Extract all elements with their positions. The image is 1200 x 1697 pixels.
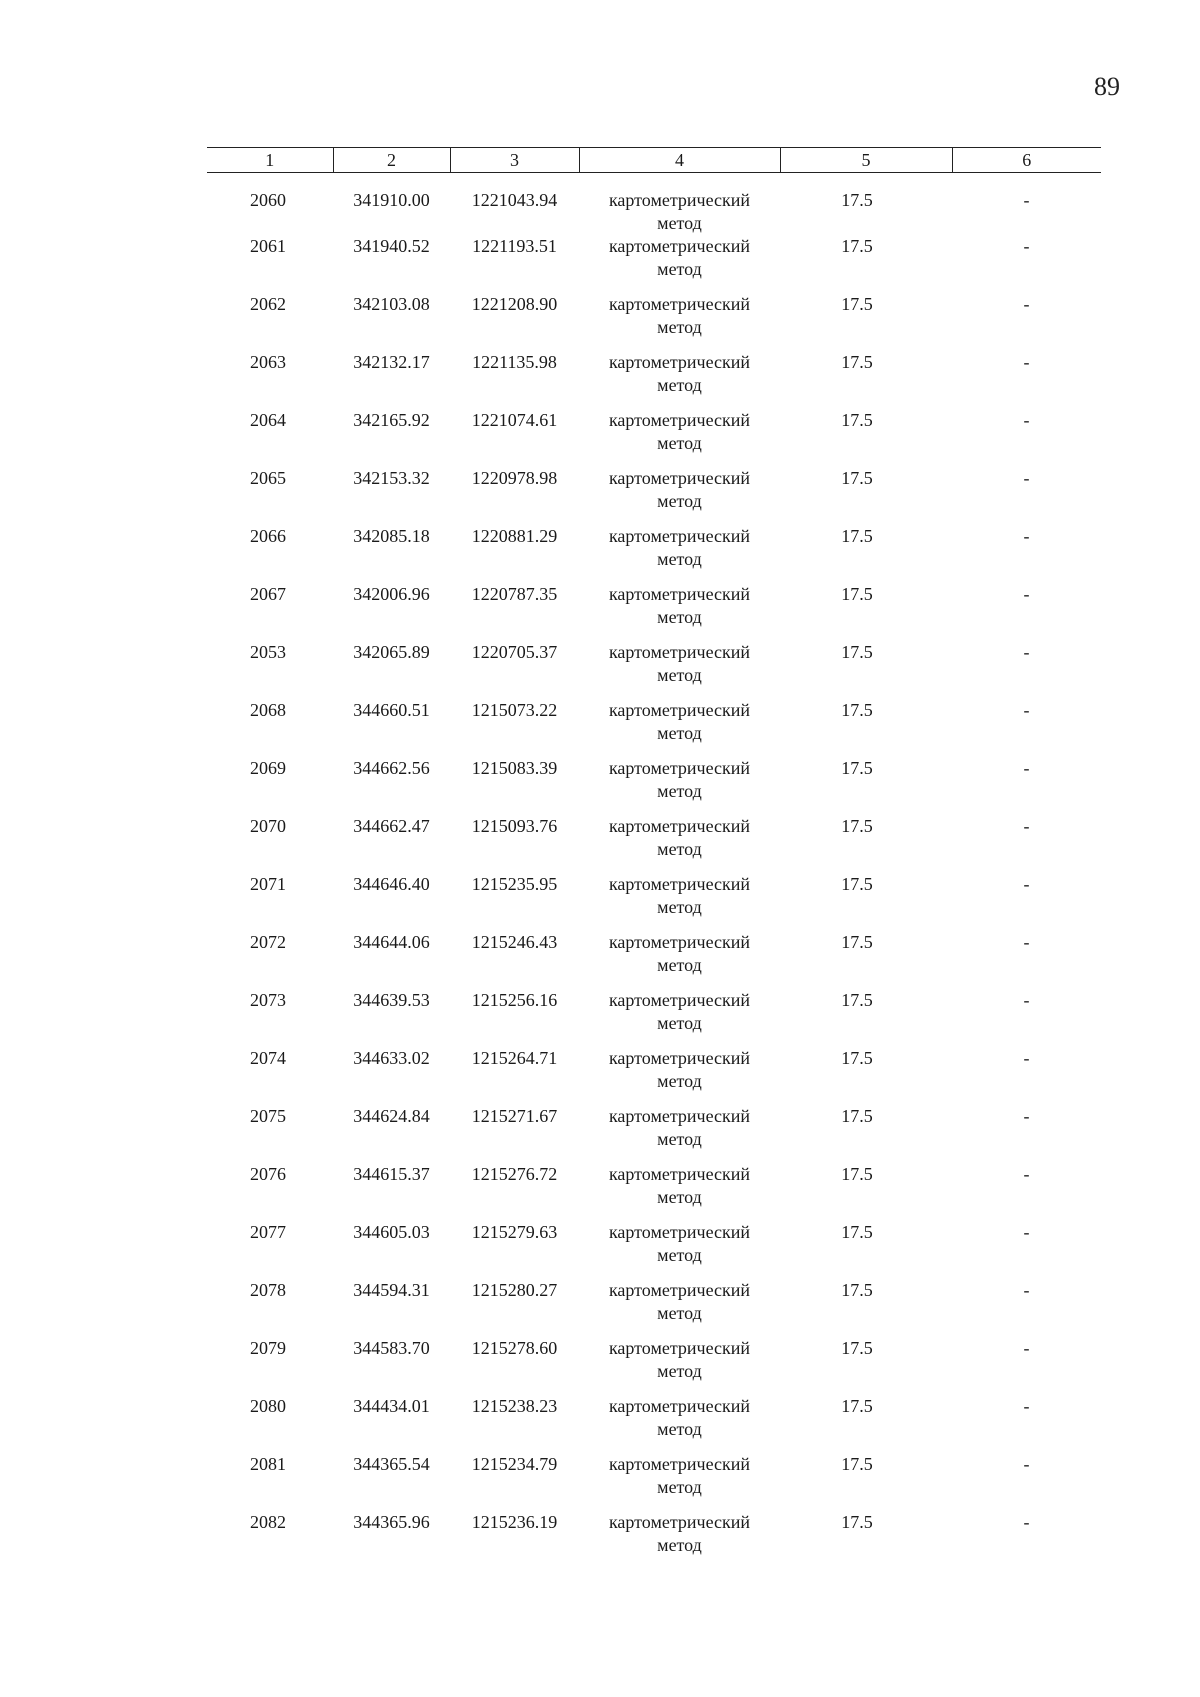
cell-coordinate-y: 1215093.76: [471, 816, 558, 836]
cell-accuracy: 17.5: [841, 1106, 873, 1126]
cell-method: [579, 1453, 780, 1511]
method-line-1: картометрический: [608, 526, 751, 546]
cell-coordinate-y: 1215276.72: [471, 1164, 558, 1184]
method-line-2: метод: [657, 665, 702, 685]
cell-point-number: 2061: [250, 236, 286, 256]
table-row: [207, 1105, 1101, 1163]
table-row: [207, 525, 1101, 583]
cell-accuracy: 17.5: [841, 526, 873, 546]
cell-coordinate-y: 1220705.37: [471, 642, 558, 662]
method-line-2: метод: [657, 375, 702, 395]
method-line-2: метод: [657, 607, 702, 627]
method-line-1: картометрический: [608, 1222, 751, 1242]
cell-coordinate-x: 344624.84: [353, 1106, 430, 1126]
cell-note: -: [1023, 352, 1030, 372]
cell-method: [579, 467, 780, 525]
cell-coordinate-y: 1220881.29: [471, 526, 558, 546]
method-line-2: метод: [657, 491, 702, 511]
cell-coordinate-x: 342132.17: [353, 352, 430, 372]
cell-coordinate-x: 344365.96: [353, 1512, 430, 1532]
method-line-2: метод: [657, 1303, 702, 1323]
cell-note: -: [1023, 1164, 1030, 1184]
method-line-2: метод: [657, 781, 702, 801]
cell-coordinate-y: 1215279.63: [471, 1222, 558, 1242]
cell-note: -: [1023, 236, 1030, 256]
method-line-2: метод: [657, 955, 702, 975]
method-line-1: картометрический: [608, 352, 751, 372]
header-col-2: 2: [333, 148, 450, 173]
cell-coordinate-x: 344605.03: [353, 1222, 430, 1242]
method-line-2: метод: [657, 1245, 702, 1265]
table-row: [207, 1279, 1101, 1337]
cell-accuracy: 17.5: [841, 758, 873, 778]
cell-coordinate-y: 1215264.71: [471, 1048, 558, 1068]
method-line-1: картометрический: [608, 1512, 751, 1532]
cell-accuracy: 17.5: [841, 410, 873, 430]
cell-coordinate-x: 342085.18: [353, 526, 430, 546]
cell-point-number: 2070: [250, 816, 286, 836]
cell-note: -: [1023, 190, 1030, 210]
cell-coordinate-y: 1215235.95: [471, 874, 558, 894]
method-line-1: картометрический: [608, 816, 751, 836]
cell-coordinate-y: 1215278.60: [471, 1338, 558, 1358]
method-line-2: метод: [657, 1187, 702, 1207]
table-row: [207, 409, 1101, 467]
cell-coordinate-x: 344365.54: [353, 1454, 430, 1474]
cell-method: [579, 1047, 780, 1105]
method-line-2: метод: [657, 1129, 702, 1149]
cell-coordinate-y: 1215234.79: [471, 1454, 558, 1474]
cell-note: -: [1023, 410, 1030, 430]
cell-point-number: 2078: [250, 1280, 286, 1300]
cell-coordinate-x: 342103.08: [353, 294, 430, 314]
cell-coordinate-y: 1215073.22: [471, 700, 558, 720]
cell-accuracy: 17.5: [841, 294, 873, 314]
table-row: [207, 1453, 1101, 1511]
cell-method: [579, 1395, 780, 1453]
cell-point-number: 2066: [250, 526, 286, 546]
table-row: [207, 235, 1101, 293]
method-line-1: картометрический: [608, 1048, 751, 1068]
method-line-1: картометрический: [608, 468, 751, 488]
cell-coordinate-x: 344646.40: [353, 874, 430, 894]
table-row: [207, 1337, 1101, 1395]
method-line-1: картометрический: [608, 1106, 751, 1126]
cell-coordinate-x: 344639.53: [353, 990, 430, 1010]
cell-note: -: [1023, 1454, 1030, 1474]
cell-accuracy: 17.5: [841, 816, 873, 836]
cell-method: [579, 1221, 780, 1279]
cell-note: -: [1023, 1048, 1030, 1068]
table-row: [207, 583, 1101, 641]
method-line-1: картометрический: [608, 758, 751, 778]
cell-method: [579, 1511, 780, 1569]
table-row: [207, 1047, 1101, 1105]
cell-point-number: 2077: [250, 1222, 286, 1242]
table-body: [207, 173, 1101, 1570]
method-line-2: метод: [657, 1071, 702, 1091]
method-line-2: метод: [657, 1477, 702, 1497]
cell-note: -: [1023, 1106, 1030, 1126]
method-line-2: метод: [657, 839, 702, 859]
page-number: 89: [1094, 72, 1120, 101]
cell-coordinate-x: 344615.37: [353, 1164, 430, 1184]
cell-coordinate-y: 1215238.23: [471, 1396, 558, 1416]
cell-point-number: 2063: [250, 352, 286, 372]
method-line-2: метод: [657, 1419, 702, 1439]
header-col-1: 1: [207, 148, 333, 173]
table-row: [207, 351, 1101, 409]
cell-note: -: [1023, 1512, 1030, 1532]
cell-coordinate-x: 344662.47: [353, 816, 430, 836]
cell-accuracy: 17.5: [841, 190, 873, 210]
cell-method: [579, 1163, 780, 1221]
cell-coordinate-y: 1220787.35: [471, 584, 558, 604]
header-row: [207, 148, 1101, 173]
cell-coordinate-y: 1215236.19: [471, 1512, 558, 1532]
cell-point-number: 2068: [250, 700, 286, 720]
method-line-2: метод: [657, 213, 702, 233]
table-row: [207, 873, 1101, 931]
table-row: [207, 173, 1101, 236]
cell-point-number: 2080: [250, 1396, 286, 1416]
cell-point-number: 2053: [250, 642, 286, 662]
method-line-1: картометрический: [608, 1280, 751, 1300]
cell-coordinate-y: 1221135.98: [472, 352, 557, 372]
cell-accuracy: 17.5: [841, 468, 873, 488]
cell-method: [579, 699, 780, 757]
cell-coordinate-y: 1221043.94: [471, 190, 558, 210]
cell-point-number: 2072: [250, 932, 286, 952]
method-line-1: картометрический: [608, 1338, 751, 1358]
cell-method: [579, 815, 780, 873]
method-line-1: картометрический: [608, 1396, 751, 1416]
cell-method: [579, 931, 780, 989]
table-row: [207, 293, 1101, 351]
method-line-1: картометрический: [608, 584, 751, 604]
table-row: [207, 699, 1101, 757]
cell-coordinate-x: 344434.01: [353, 1396, 430, 1416]
cell-note: -: [1023, 468, 1030, 488]
method-line-1: картометрический: [608, 932, 751, 952]
header-col-5: 5: [780, 148, 952, 173]
table-row: [207, 1511, 1101, 1569]
cell-note: -: [1023, 990, 1030, 1010]
cell-point-number: 2074: [250, 1048, 286, 1068]
cell-point-number: 2065: [250, 468, 286, 488]
cell-method: [579, 873, 780, 931]
cell-point-number: 2081: [250, 1454, 286, 1474]
cell-method: [579, 1279, 780, 1337]
cell-method: [579, 173, 780, 236]
cell-coordinate-y: 1221074.61: [471, 410, 558, 430]
table-row: [207, 467, 1101, 525]
method-line-1: картометрический: [608, 1454, 751, 1474]
cell-coordinate-y: 1215083.39: [471, 758, 558, 778]
cell-note: -: [1023, 932, 1030, 952]
cell-method: [579, 351, 780, 409]
cell-accuracy: 17.5: [841, 932, 873, 952]
cell-note: -: [1023, 294, 1030, 314]
cell-method: [579, 293, 780, 351]
cell-coordinate-y: 1221208.90: [471, 294, 558, 314]
cell-accuracy: 17.5: [841, 874, 873, 894]
cell-accuracy: 17.5: [841, 1280, 873, 1300]
table-row: [207, 757, 1101, 815]
table-row: [207, 989, 1101, 1047]
cell-note: -: [1023, 700, 1030, 720]
cell-accuracy: 17.5: [841, 236, 873, 256]
method-line-1: картометрический: [608, 294, 751, 314]
cell-accuracy: 17.5: [841, 584, 873, 604]
table-row: [207, 1221, 1101, 1279]
cell-coordinate-x: 344660.51: [353, 700, 430, 720]
method-line-1: картометрический: [608, 410, 751, 430]
cell-note: -: [1023, 816, 1030, 836]
header-col-6: 6: [952, 148, 1101, 173]
cell-accuracy: 17.5: [841, 990, 873, 1010]
cell-method: [579, 1105, 780, 1163]
cell-method: [579, 583, 780, 641]
cell-note: -: [1023, 584, 1030, 604]
cell-method: [579, 641, 780, 699]
method-line-2: метод: [657, 723, 702, 743]
method-line-1: картометрический: [608, 700, 751, 720]
method-line-2: метод: [657, 897, 702, 917]
cell-coordinate-x: 341940.52: [353, 236, 430, 256]
method-line-2: метод: [657, 259, 702, 279]
cell-coordinate-x: 341910.00: [353, 190, 430, 210]
cell-coordinate-x: 344594.31: [353, 1280, 430, 1300]
method-line-2: метод: [657, 549, 702, 569]
method-line-2: метод: [657, 1013, 702, 1033]
cell-accuracy: 17.5: [841, 700, 873, 720]
method-line-1: картометрический: [608, 874, 751, 894]
table-header: [207, 148, 1101, 173]
cell-point-number: 2062: [250, 294, 286, 314]
cell-method: [579, 757, 780, 815]
table-row: [207, 1163, 1101, 1221]
method-line-2: метод: [657, 317, 702, 337]
table-row: [207, 1395, 1101, 1453]
header-col-4: 4: [579, 148, 780, 173]
cell-note: -: [1023, 526, 1030, 546]
cell-method: [579, 525, 780, 583]
cell-note: -: [1023, 1280, 1030, 1300]
cell-note: -: [1023, 1396, 1030, 1416]
cell-point-number: 2079: [250, 1338, 286, 1358]
cell-coordinate-x: 342165.92: [353, 410, 430, 430]
cell-coordinate-y: 1221193.51: [472, 236, 557, 256]
cell-coordinate-x: 344644.06: [353, 932, 430, 952]
cell-coordinate-y: 1215271.67: [471, 1106, 558, 1126]
cell-accuracy: 17.5: [841, 1164, 873, 1184]
cell-method: [579, 989, 780, 1047]
cell-coordinate-x: 344633.02: [353, 1048, 430, 1068]
cell-accuracy: 17.5: [841, 1222, 873, 1242]
cell-accuracy: 17.5: [841, 1454, 873, 1474]
cell-point-number: 2067: [250, 584, 286, 604]
cell-point-number: 2071: [250, 874, 286, 894]
cell-note: -: [1023, 1338, 1030, 1358]
cell-point-number: 2082: [250, 1512, 286, 1532]
cell-point-number: 2076: [250, 1164, 286, 1184]
cell-coordinate-x: 344583.70: [353, 1338, 430, 1358]
cell-note: -: [1023, 758, 1030, 778]
table-row: [207, 641, 1101, 699]
method-line-2: метод: [657, 433, 702, 453]
coordinates-table: [207, 147, 1101, 1569]
method-line-1: картометрический: [608, 190, 751, 210]
cell-note: -: [1023, 1222, 1030, 1242]
cell-coordinate-x: 344662.56: [353, 758, 430, 778]
cell-coordinate-y: 1215280.27: [471, 1280, 558, 1300]
method-line-1: картометрический: [608, 642, 751, 662]
table-row: [207, 815, 1101, 873]
table-row: [207, 931, 1101, 989]
cell-method: [579, 235, 780, 293]
method-line-2: метод: [657, 1361, 702, 1381]
method-line-1: картометрический: [608, 1164, 751, 1184]
cell-point-number: 2060: [250, 190, 286, 210]
method-line-2: метод: [657, 1535, 702, 1555]
cell-note: -: [1023, 874, 1030, 894]
cell-point-number: 2075: [250, 1106, 286, 1126]
cell-coordinate-y: 1215256.16: [471, 990, 558, 1010]
cell-accuracy: 17.5: [841, 1396, 873, 1416]
cell-accuracy: 17.5: [841, 1338, 873, 1358]
cell-coordinate-y: 1215246.43: [471, 932, 558, 952]
cell-point-number: 2069: [250, 758, 286, 778]
method-line-1: картометрический: [608, 236, 751, 256]
cell-method: [579, 1337, 780, 1395]
cell-coordinate-x: 342153.32: [353, 468, 430, 488]
cell-note: -: [1023, 642, 1030, 662]
cell-method: [579, 409, 780, 467]
cell-point-number: 2073: [250, 990, 286, 1010]
cell-coordinate-x: 342006.96: [353, 584, 430, 604]
cell-coordinate-y: 1220978.98: [471, 468, 558, 488]
cell-accuracy: 17.5: [841, 352, 873, 372]
method-line-1: картометрический: [608, 990, 751, 1010]
header-col-3: 3: [450, 148, 579, 173]
cell-accuracy: 17.5: [841, 1512, 873, 1532]
cell-accuracy: 17.5: [841, 642, 873, 662]
cell-accuracy: 17.5: [841, 1048, 873, 1068]
cell-coordinate-x: 342065.89: [353, 642, 430, 662]
cell-point-number: 2064: [250, 410, 286, 430]
